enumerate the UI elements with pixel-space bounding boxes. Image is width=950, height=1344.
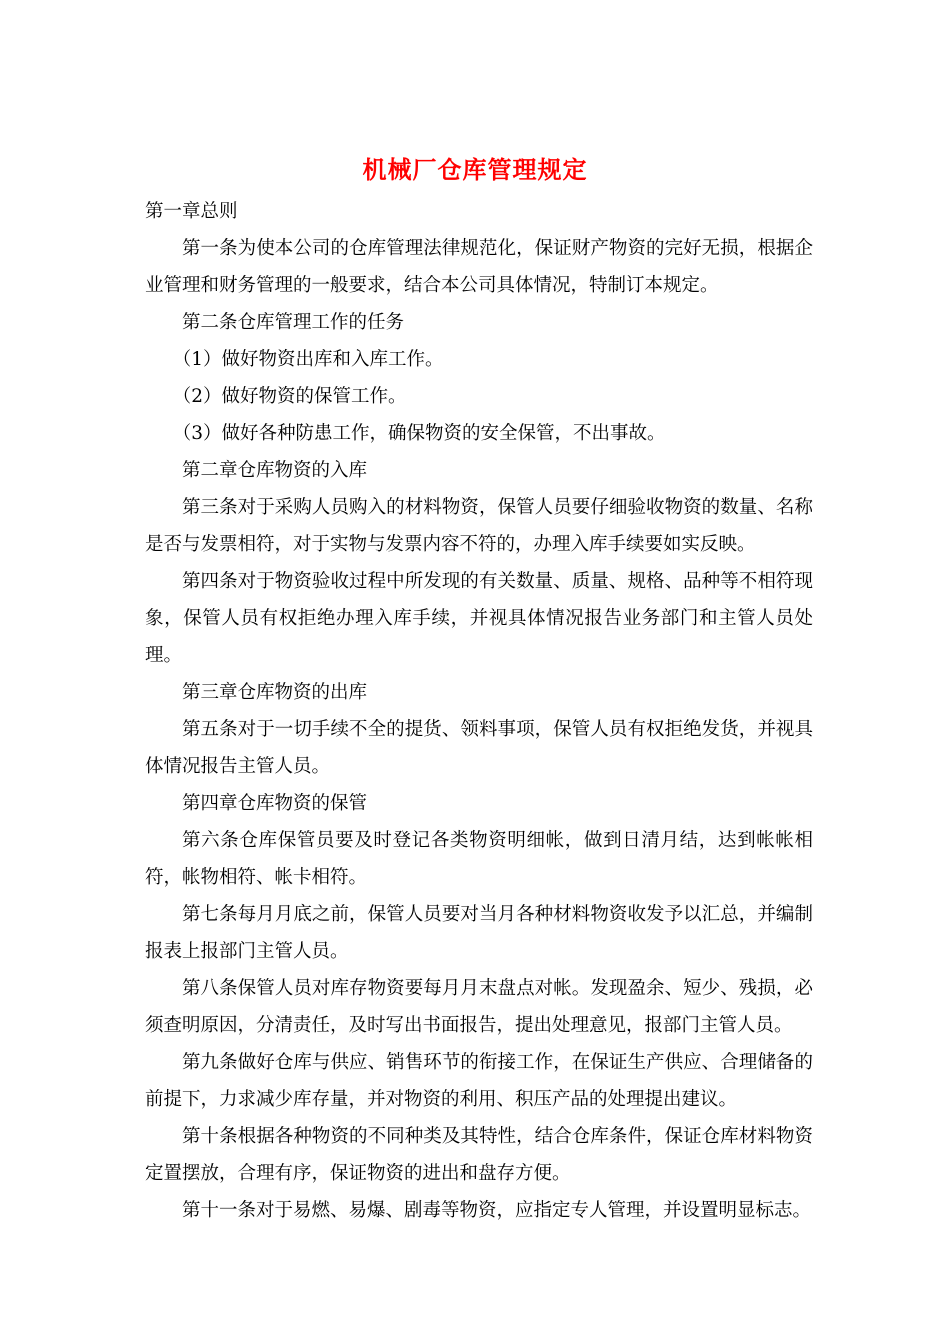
article-paragraph: 第十条根据各种物资的不同种类及其特性，结合仓库条件，保证仓库材料物资定置摆放，合理有序，保证物资的进出和盘存方便。 bbox=[145, 1126, 813, 1184]
chapter-heading: 第三章仓库物资的出库 bbox=[182, 682, 368, 703]
document-body bbox=[145, 193, 813, 1229]
list-item: （3）做好各种防患工作，确保物资的安全保管，不出事故。 bbox=[172, 423, 666, 444]
article-paragraph: 第四条对于物资验收过程中所发现的有关数量、质量、规格、品种等不相符现象，保管人员有权拒绝办理入库手续，并视具体情况报告业务部门和主管人员处理。 bbox=[145, 571, 813, 666]
document-title: 机械厂仓库管理规定 bbox=[362, 155, 588, 184]
chapter-heading: 第二章仓库物资的入库 bbox=[182, 460, 368, 481]
article-paragraph: 第一条为使本公司的仓库管理法律规范化，保证财产物资的完好无损，根据企业管理和财务管理的一般要求，结合本公司具体情况，特制订本规定。 bbox=[145, 238, 813, 296]
article-paragraph: 第七条每月月底之前，保管人员要对当月各种材料物资收发予以汇总，并编制报表上报部门主管人员。 bbox=[145, 904, 813, 962]
chapter-heading: 第一章总则 bbox=[145, 201, 238, 222]
article-paragraph: 第五条对于一切手续不全的提货、领料事项，保管人员有权拒绝发货，并视具体情况报告主管人员。 bbox=[145, 719, 813, 777]
article-paragraph: 第八条保管人员对库存物资要每月月末盘点对帐。发现盈余、短少、残损，必须查明原因，分清责任，及时写出书面报告，提出处理意见，报部门主管人员。 bbox=[145, 978, 813, 1036]
article-paragraph: 第九条做好仓库与供应、销售环节的衔接工作，在保证生产供应、合理储备的前提下，力求减少库存量，并对物资的利用、积压产品的处理提出建议。 bbox=[145, 1052, 813, 1110]
article-paragraph: 第二条仓库管理工作的任务 bbox=[182, 312, 405, 333]
article-paragraph: 第六条仓库保管员要及时登记各类物资明细帐，做到日清月结，达到帐帐相符，帐物相符、帐卡相符。 bbox=[145, 830, 813, 888]
list-item: （1）做好物资出库和入库工作。 bbox=[172, 349, 444, 370]
article-paragraph: 第十一条对于易燃、易爆、剧毒等物资，应指定专人管理，并设置明显标志。 bbox=[182, 1200, 812, 1221]
list-item: （2）做好物资的保管工作。 bbox=[172, 386, 407, 407]
article-paragraph: 第三条对于采购人员购入的材料物资，保管人员要仔细验收物资的数量、名称是否与发票相符，对于实物与发票内容不符的，办理入库手续要如实反映。 bbox=[145, 497, 813, 555]
chapter-heading: 第四章仓库物资的保管 bbox=[182, 793, 368, 814]
